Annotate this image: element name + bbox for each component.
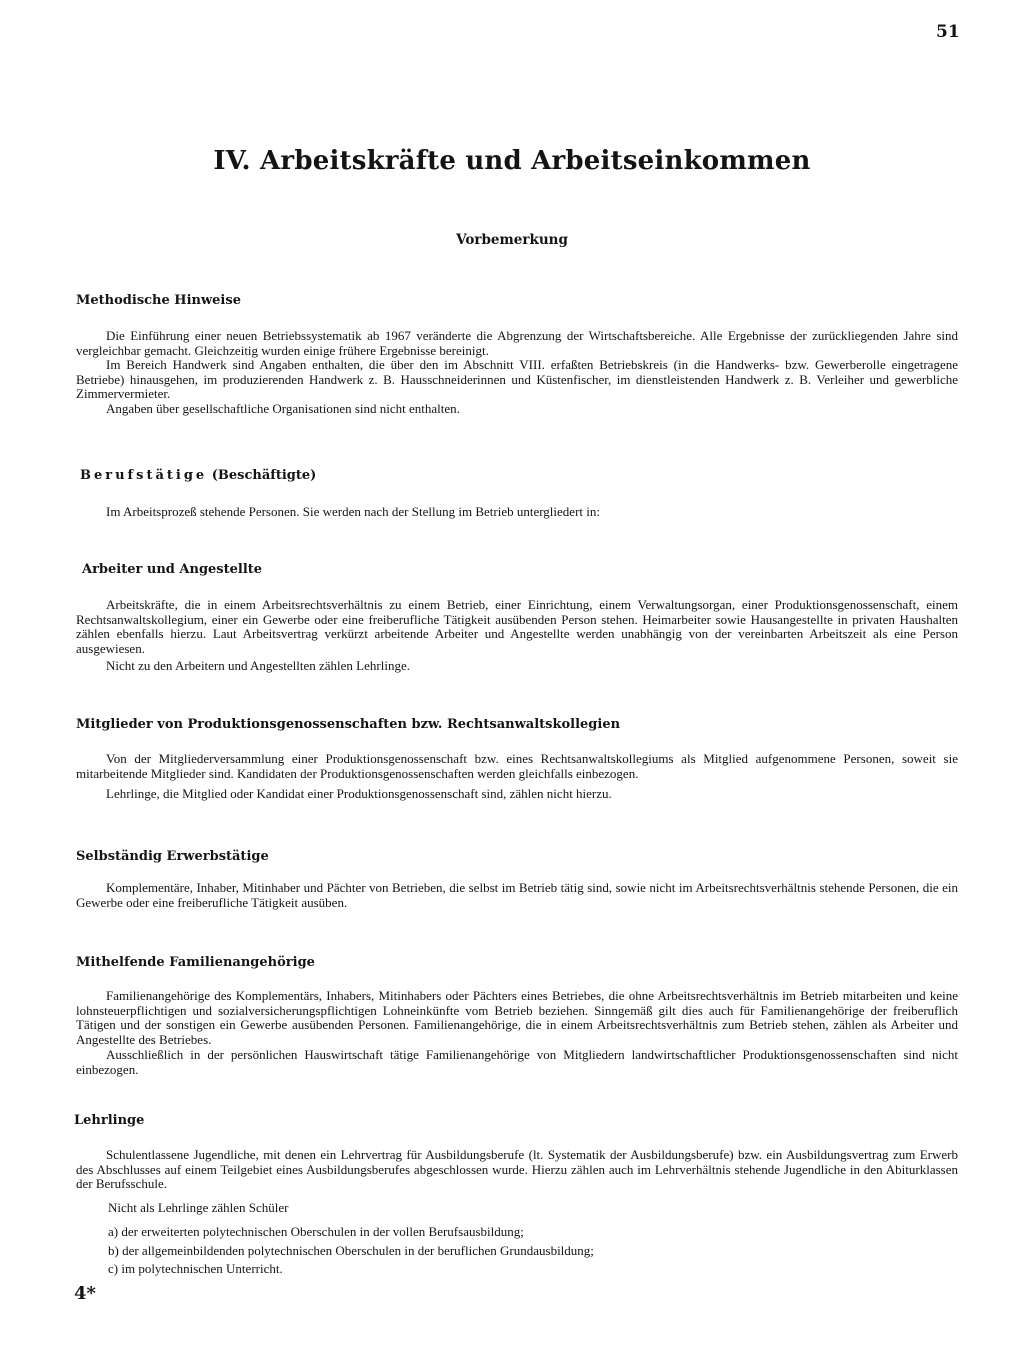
signature-mark: 4* [74, 1283, 96, 1304]
page-number: 51 [936, 22, 960, 42]
heading-lehrlinge: Lehrlinge [74, 1113, 145, 1128]
heading-mithelfende: Mithelfende Familienangehörige [76, 955, 315, 970]
heading-methodische-hinweise: Methodische Hinweise [76, 293, 241, 308]
heading-berufstaetige-spaced: Berufstätige [80, 468, 208, 483]
paragraph-berufstaetige: Im Arbeitsprozeß stehende Personen. Sie werden nach der Stellung im Betrieb untergliedert in: [106, 504, 600, 519]
paragraph-mithelfende-2: Ausschließlich in der persönlichen Hauswirtschaft tätige Familienangehörige von Mitgliedern landwirtschaftlicher Produktionsgenossenschaften sind nicht einbezogen. [76, 1047, 958, 1077]
chapter-title: IV. Arbeitskräfte und Arbeitseinkommen [213, 146, 811, 176]
paragraph-arbeiter-1: Arbeitskräfte, die in einem Arbeitsrechtsverhältnis zu einem Betrieb, einer Einrichtung, einem Verwaltungsorgan, einer Produktionsgenossenschaft, einem Rechtsanwaltskollegium, einer ein Gewerbe oder eine freiberufliche Tätigkeit ausübenden Person stehen. Heimarbeiter sowie Hausangestellte in privaten Haushalten zählen ebenfalls hierzu. Laut Arbeitsvertrag verkürzt arbeitende Arbeiter und Angestellte werden unabhängig von der vereinbarten Arbeitszeit als eine Person ausgewiesen. [76, 597, 958, 656]
heading-berufstaetige [80, 468, 316, 483]
paragraph-methodische-2: Im Bereich Handwerk sind Angaben enthalten, die über den im Abschnitt VIII. erfaßten Betriebskreis (in die Handwerks- bzw. Gewerberolle eingetragene Betriebe) hinausgehen, im produzierenden Handwerk z. B. Hausschneiderinnen und Küstenfischer, im dienstleistenden Handwerk z. B. Verleiher und gewerbliche Zimmervermieter. [76, 357, 958, 401]
heading-berufstaetige-rest: (Beschäftigte) [211, 468, 317, 483]
list-item: a) der erweiterten polytechnischen Oberschulen in der vollen Berufsausbildung; [108, 1224, 524, 1239]
list-item: b) der allgemeinbildenden polytechnischen Oberschulen in der beruflichen Grundausbildung; [108, 1243, 594, 1258]
paragraph-lehrlinge-1: Schulentlassene Jugendliche, mit denen ein Lehrvertrag für Ausbildungsberufe (lt. Systematik der Ausbildungsberufe) bzw. ein Ausbildungsvertrag zum Erwerb des Abschlusses auf einem Teilgebiet eines Ausbildungsberufes abgeschlossen wurde. Hierzu zählen auch im Lehrverhältnis stehende Jugendliche in den Abiturklassen der Berufsschule. [76, 1147, 958, 1191]
section-subtitle: Vorbemerkung [456, 232, 568, 248]
heading-selbstaendig: Selbständig Erwerbstätige [76, 849, 269, 864]
paragraph-lehrlinge-2: Nicht als Lehrlinge zählen Schüler [108, 1200, 289, 1215]
paragraph-mitglieder-1: Von der Mitgliederversammlung einer Produktionsgenossenschaft bzw. eines Rechtsanwaltskollegiums als Mitglied aufgenommene Personen, soweit sie mitarbeitende Mitglieder sind. Kandidaten der Produktionsgenossenschaften werden gleichfalls einbezogen. [76, 751, 958, 781]
heading-mitglieder: Mitglieder von Produktionsgenossenschaften bzw. Rechtsanwaltskollegien [76, 717, 621, 732]
paragraph-mitglieder-2: Lehrlinge, die Mitglied oder Kandidat einer Produktionsgenossenschaft sind, zählen nicht hierzu. [106, 786, 612, 801]
paragraph-methodische-3: Angaben über gesellschaftliche Organisationen sind nicht enthalten. [106, 401, 460, 416]
paragraph-methodische-1: Die Einführung einer neuen Betriebssystematik ab 1967 veränderte die Abgrenzung der Wirtschaftsbereiche. Alle Ergebnisse der zurückliegenden Jahre sind vergleichbar gemacht. Gleichzeitig wurden einige frühere Ergebnisse bereinigt. [76, 328, 958, 358]
paragraph-selbstaendig: Komplementäre, Inhaber, Mitinhaber und Pächter von Betrieben, die selbst im Betrieb tätig sind, sowie nicht im Arbeitsrechtsverhältnis stehende Personen, die ein Gewerbe oder eine freiberufliche Tätigkeit ausüben. [76, 880, 958, 910]
list-item: c) im polytechnischen Unterricht. [108, 1261, 283, 1276]
paragraph-arbeiter-2: Nicht zu den Arbeitern und Angestellten zählen Lehrlinge. [106, 658, 410, 673]
paragraph-mithelfende-1: Familienangehörige des Komplementärs, Inhabers, Mitinhabers oder Pächters eines Betriebes, die ohne Arbeitsrechtsverhältnis im Betrieb mitarbeiten und keine lohnsteuerpflichtigen und sozialversicherungspflichtigen Lohneinkünfte vom Betrieb beziehen. Sinngemäß gilt dies auch für Familienangehörige der freiberuflich Tätigen und der sonstigen ein Gewerbe ausübenden Personen. Familienangehörige, die in einem Arbeitsrechtsverhältnis zum Betrieb stehen, zählen als Arbeiter und Angestellte des Betriebes. [76, 988, 958, 1047]
heading-arbeiter-angestellte: Arbeiter und Angestellte [82, 562, 263, 577]
